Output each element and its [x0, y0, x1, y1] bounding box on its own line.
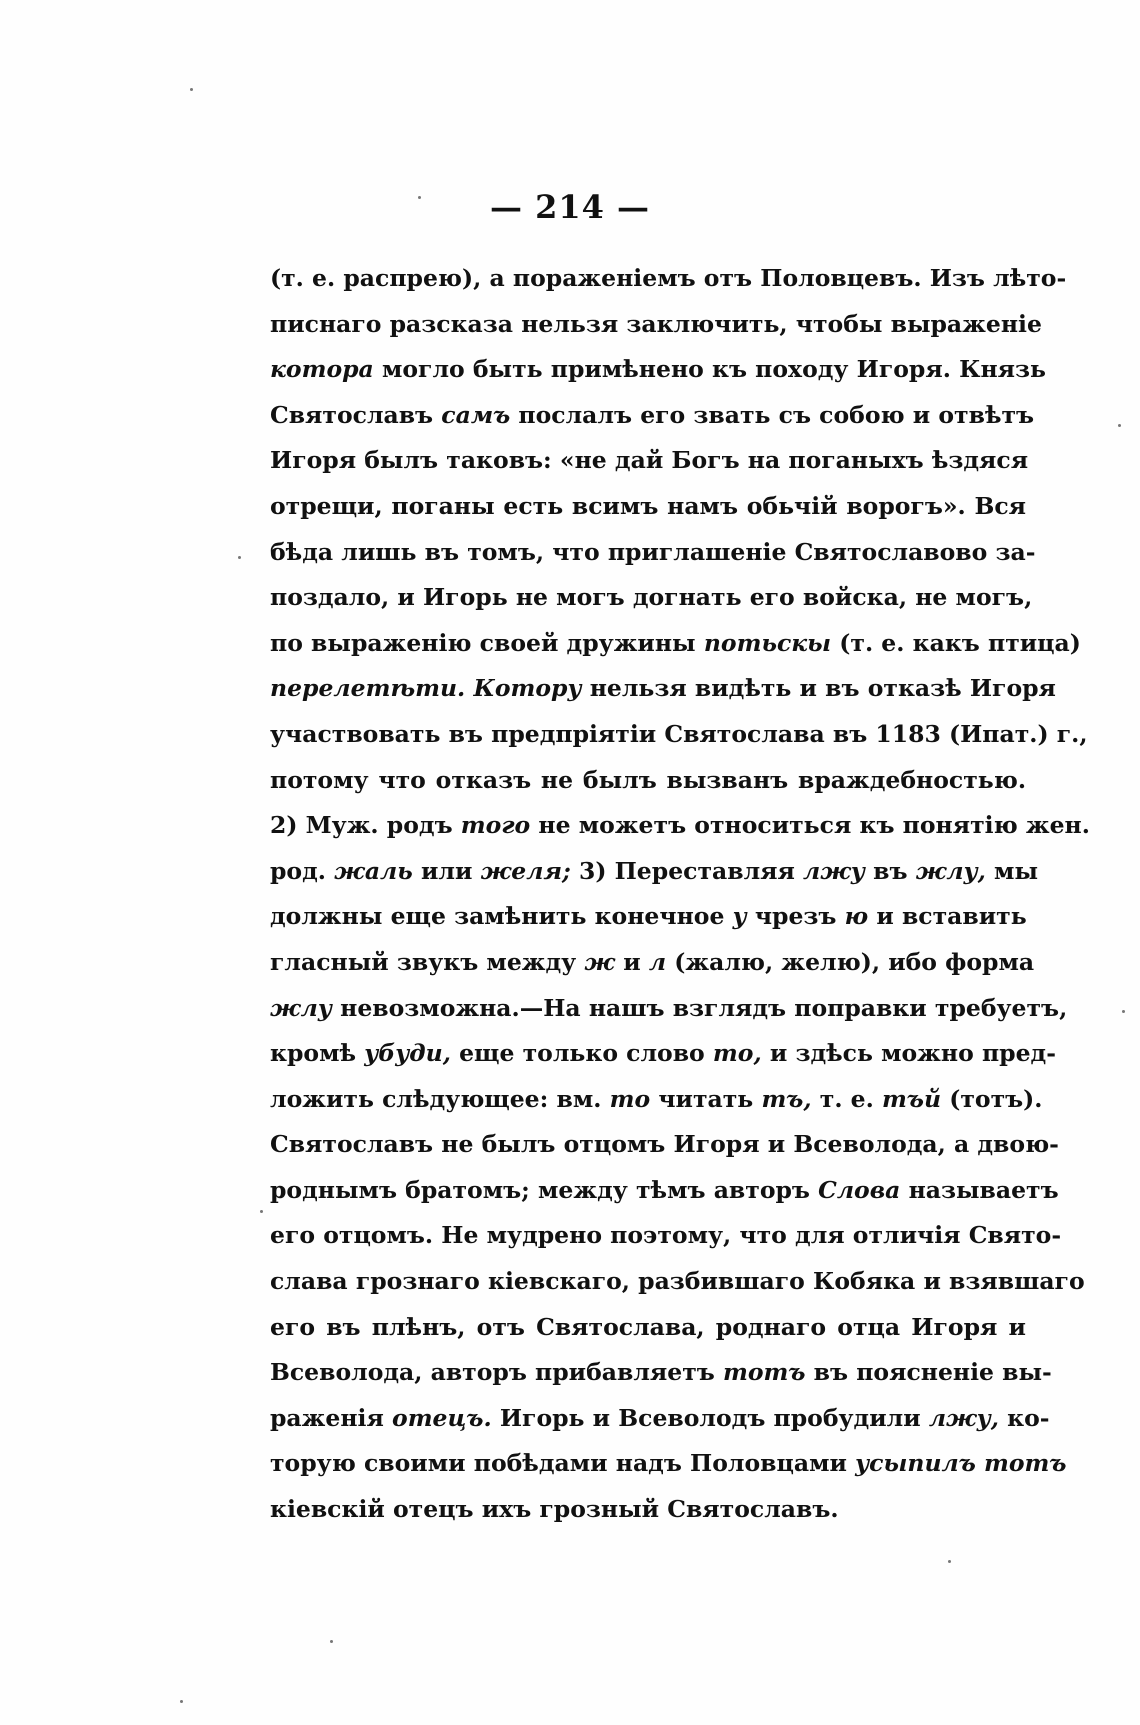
- text-segment: поздало, и Игорь не могъ догнать его войска, не могъ,: [270, 583, 1033, 612]
- text-segment: писнаго разсказа нельзя заключить, чтобы выраженіе: [270, 309, 1042, 338]
- text-segment: еще только слово: [450, 1039, 713, 1068]
- text-segment: чрезъ: [746, 902, 845, 931]
- text-segment: въ: [865, 856, 916, 885]
- text-segment: кіевскій отецъ ихъ грозный Святославъ.: [270, 1495, 839, 1524]
- text-segment: род.: [270, 856, 335, 885]
- text-line: [270, 1487, 1026, 1533]
- italic-word: тъ,: [761, 1084, 812, 1113]
- text-line: [270, 758, 1026, 804]
- text-segment: участвовать въ предпріятіи Святослава въ 1183 (Ипат.) г.,: [270, 719, 1088, 748]
- text-line: [270, 347, 1046, 393]
- italic-word: потьскы: [703, 628, 832, 657]
- text-segment: послалъ его звать съ собою и отвѣтъ: [510, 400, 1035, 429]
- italic-word: жаль: [334, 856, 413, 885]
- italic-word: убуди,: [364, 1039, 451, 1068]
- text-segment: нельзя видѣть и въ отказѣ Игоря: [581, 674, 1056, 703]
- text-segment: (жалю, желю), ибо форма: [666, 947, 1035, 976]
- italic-word: жлу,: [915, 856, 986, 885]
- text-segment: ложить слѣдующее: вм.: [270, 1084, 610, 1113]
- text-line: [270, 986, 1068, 1032]
- text-segment: т. е.: [811, 1084, 882, 1113]
- italic-word: ю: [844, 902, 869, 931]
- text-line: [270, 393, 1035, 439]
- text-line: [270, 1077, 1043, 1123]
- text-segment: или: [412, 856, 481, 885]
- text-line: [270, 438, 1029, 484]
- text-line: [270, 1396, 1050, 1442]
- italic-word: л: [648, 947, 667, 976]
- text-line: [270, 849, 1038, 895]
- italic-word: самъ: [441, 400, 511, 429]
- text-segment: 2) Муж. родъ: [270, 811, 461, 840]
- italic-word: лжу: [803, 856, 865, 885]
- page-number: — 214 —: [489, 188, 651, 226]
- italic-word: усыпилъ тотъ: [855, 1449, 1067, 1478]
- text-line: [270, 302, 1042, 348]
- text-segment: должны еще замѣнить конечное: [270, 902, 733, 931]
- text-segment: (т. е. какъ птица): [831, 628, 1081, 657]
- text-segment: Игоря былъ таковъ: «не дай Богъ на поганыхъ ѣздяся: [270, 446, 1029, 475]
- text-segment: мы: [985, 856, 1038, 885]
- text-segment: его въ плѣнъ, отъ Святослава, роднаго отца Игоря и: [270, 1312, 1026, 1341]
- text-segment: въ поясненіе вы-: [805, 1358, 1052, 1387]
- text-segment: называетъ: [900, 1175, 1059, 1204]
- text-line: [270, 1213, 1062, 1259]
- text-segment: и вставить: [868, 902, 1027, 931]
- text-line: [270, 1305, 1026, 1351]
- text-segment: читать: [650, 1084, 762, 1113]
- text-segment: невозможна.—На нашъ взглядъ поправки требуетъ,: [331, 993, 1068, 1022]
- italic-word: того: [460, 811, 531, 840]
- italic-word: жлу: [270, 993, 332, 1022]
- text-segment: по выраженію своей дружины: [270, 628, 704, 657]
- text-segment: Святославъ: [270, 400, 442, 429]
- text-line: [270, 940, 1035, 986]
- italic-word: тъй: [882, 1084, 942, 1113]
- text-segment: кромѣ: [270, 1039, 365, 1068]
- text-line: [270, 1259, 1085, 1305]
- italic-word: лжу,: [928, 1403, 999, 1432]
- italic-word: желя;: [480, 856, 571, 885]
- text-segment: Игорь и Всеволодъ пробудили: [491, 1403, 929, 1432]
- text-line: [270, 666, 1056, 712]
- text-segment: его отцомъ. Не мудрено поэтому, что для отличія Свято-: [270, 1221, 1062, 1250]
- text-segment: Святославъ не былъ отцомъ Игоря и Всеволода, а двою-: [270, 1130, 1059, 1159]
- text-segment: (т. е. распрею), а пораженіемъ отъ Половцевъ. Изъ лѣто-: [270, 264, 1067, 292]
- text-segment: торую своими побѣдами надъ Половцами: [270, 1449, 856, 1478]
- text-line: [270, 1122, 1059, 1168]
- text-segment: отрещи, поганы есть всимъ намъ обьчій ворогъ». Вся: [270, 491, 1026, 520]
- text-segment: и: [615, 947, 649, 976]
- text-segment: роднымъ братомъ; между тѣмъ авторъ: [270, 1175, 819, 1204]
- italic-word: то: [609, 1084, 651, 1113]
- text-segment: и здѣсь можно пред-: [761, 1039, 1056, 1068]
- text-line: [270, 621, 1081, 667]
- italic-word: перелетѣти.: [270, 674, 466, 703]
- text-segment: не можетъ относиться къ понятію жен.: [530, 811, 1090, 840]
- text-line: [270, 1168, 1059, 1214]
- text-line: [270, 484, 1026, 530]
- italic-word: ж: [584, 947, 616, 976]
- text-segment: могло быть примѣнено къ походу Игоря. Князь: [373, 355, 1046, 384]
- text-line: [270, 803, 1090, 849]
- italic-word: котора: [270, 355, 374, 384]
- text-segment: гласный звукъ между: [270, 947, 585, 976]
- italic-word: отецъ.: [392, 1403, 492, 1432]
- italic-word: Слова: [818, 1175, 901, 1204]
- text-segment: Всеволода, авторъ прибавляетъ: [270, 1358, 723, 1387]
- text-line: [270, 1441, 1067, 1487]
- italic-word: Котору: [473, 674, 582, 703]
- text-segment: 3) Переставляя: [570, 856, 804, 885]
- text-line: [270, 575, 1033, 621]
- text-segment: потому что отказъ не былъ вызванъ враждебностью.: [270, 765, 1026, 794]
- text-segment: раженія: [270, 1403, 393, 1432]
- italic-word: то,: [712, 1039, 762, 1068]
- text-line: [270, 530, 1036, 576]
- italic-word: у: [732, 902, 747, 931]
- text-line: [270, 256, 1067, 302]
- text-line: [270, 1350, 1052, 1396]
- italic-word: тотъ: [723, 1358, 806, 1387]
- body-text: [270, 256, 1090, 1533]
- text-line: [270, 1031, 1056, 1077]
- text-line: [270, 894, 1026, 940]
- text-segment: бѣда лишь въ томъ, что приглашеніе Святославово за-: [270, 537, 1036, 566]
- text-line: [270, 712, 1088, 758]
- text-segment: (тотъ).: [941, 1084, 1043, 1113]
- text-segment: слава грознаго кіевскаго, разбившаго Кобяка и взявшаго: [270, 1267, 1085, 1296]
- text-segment: ко-: [998, 1403, 1050, 1432]
